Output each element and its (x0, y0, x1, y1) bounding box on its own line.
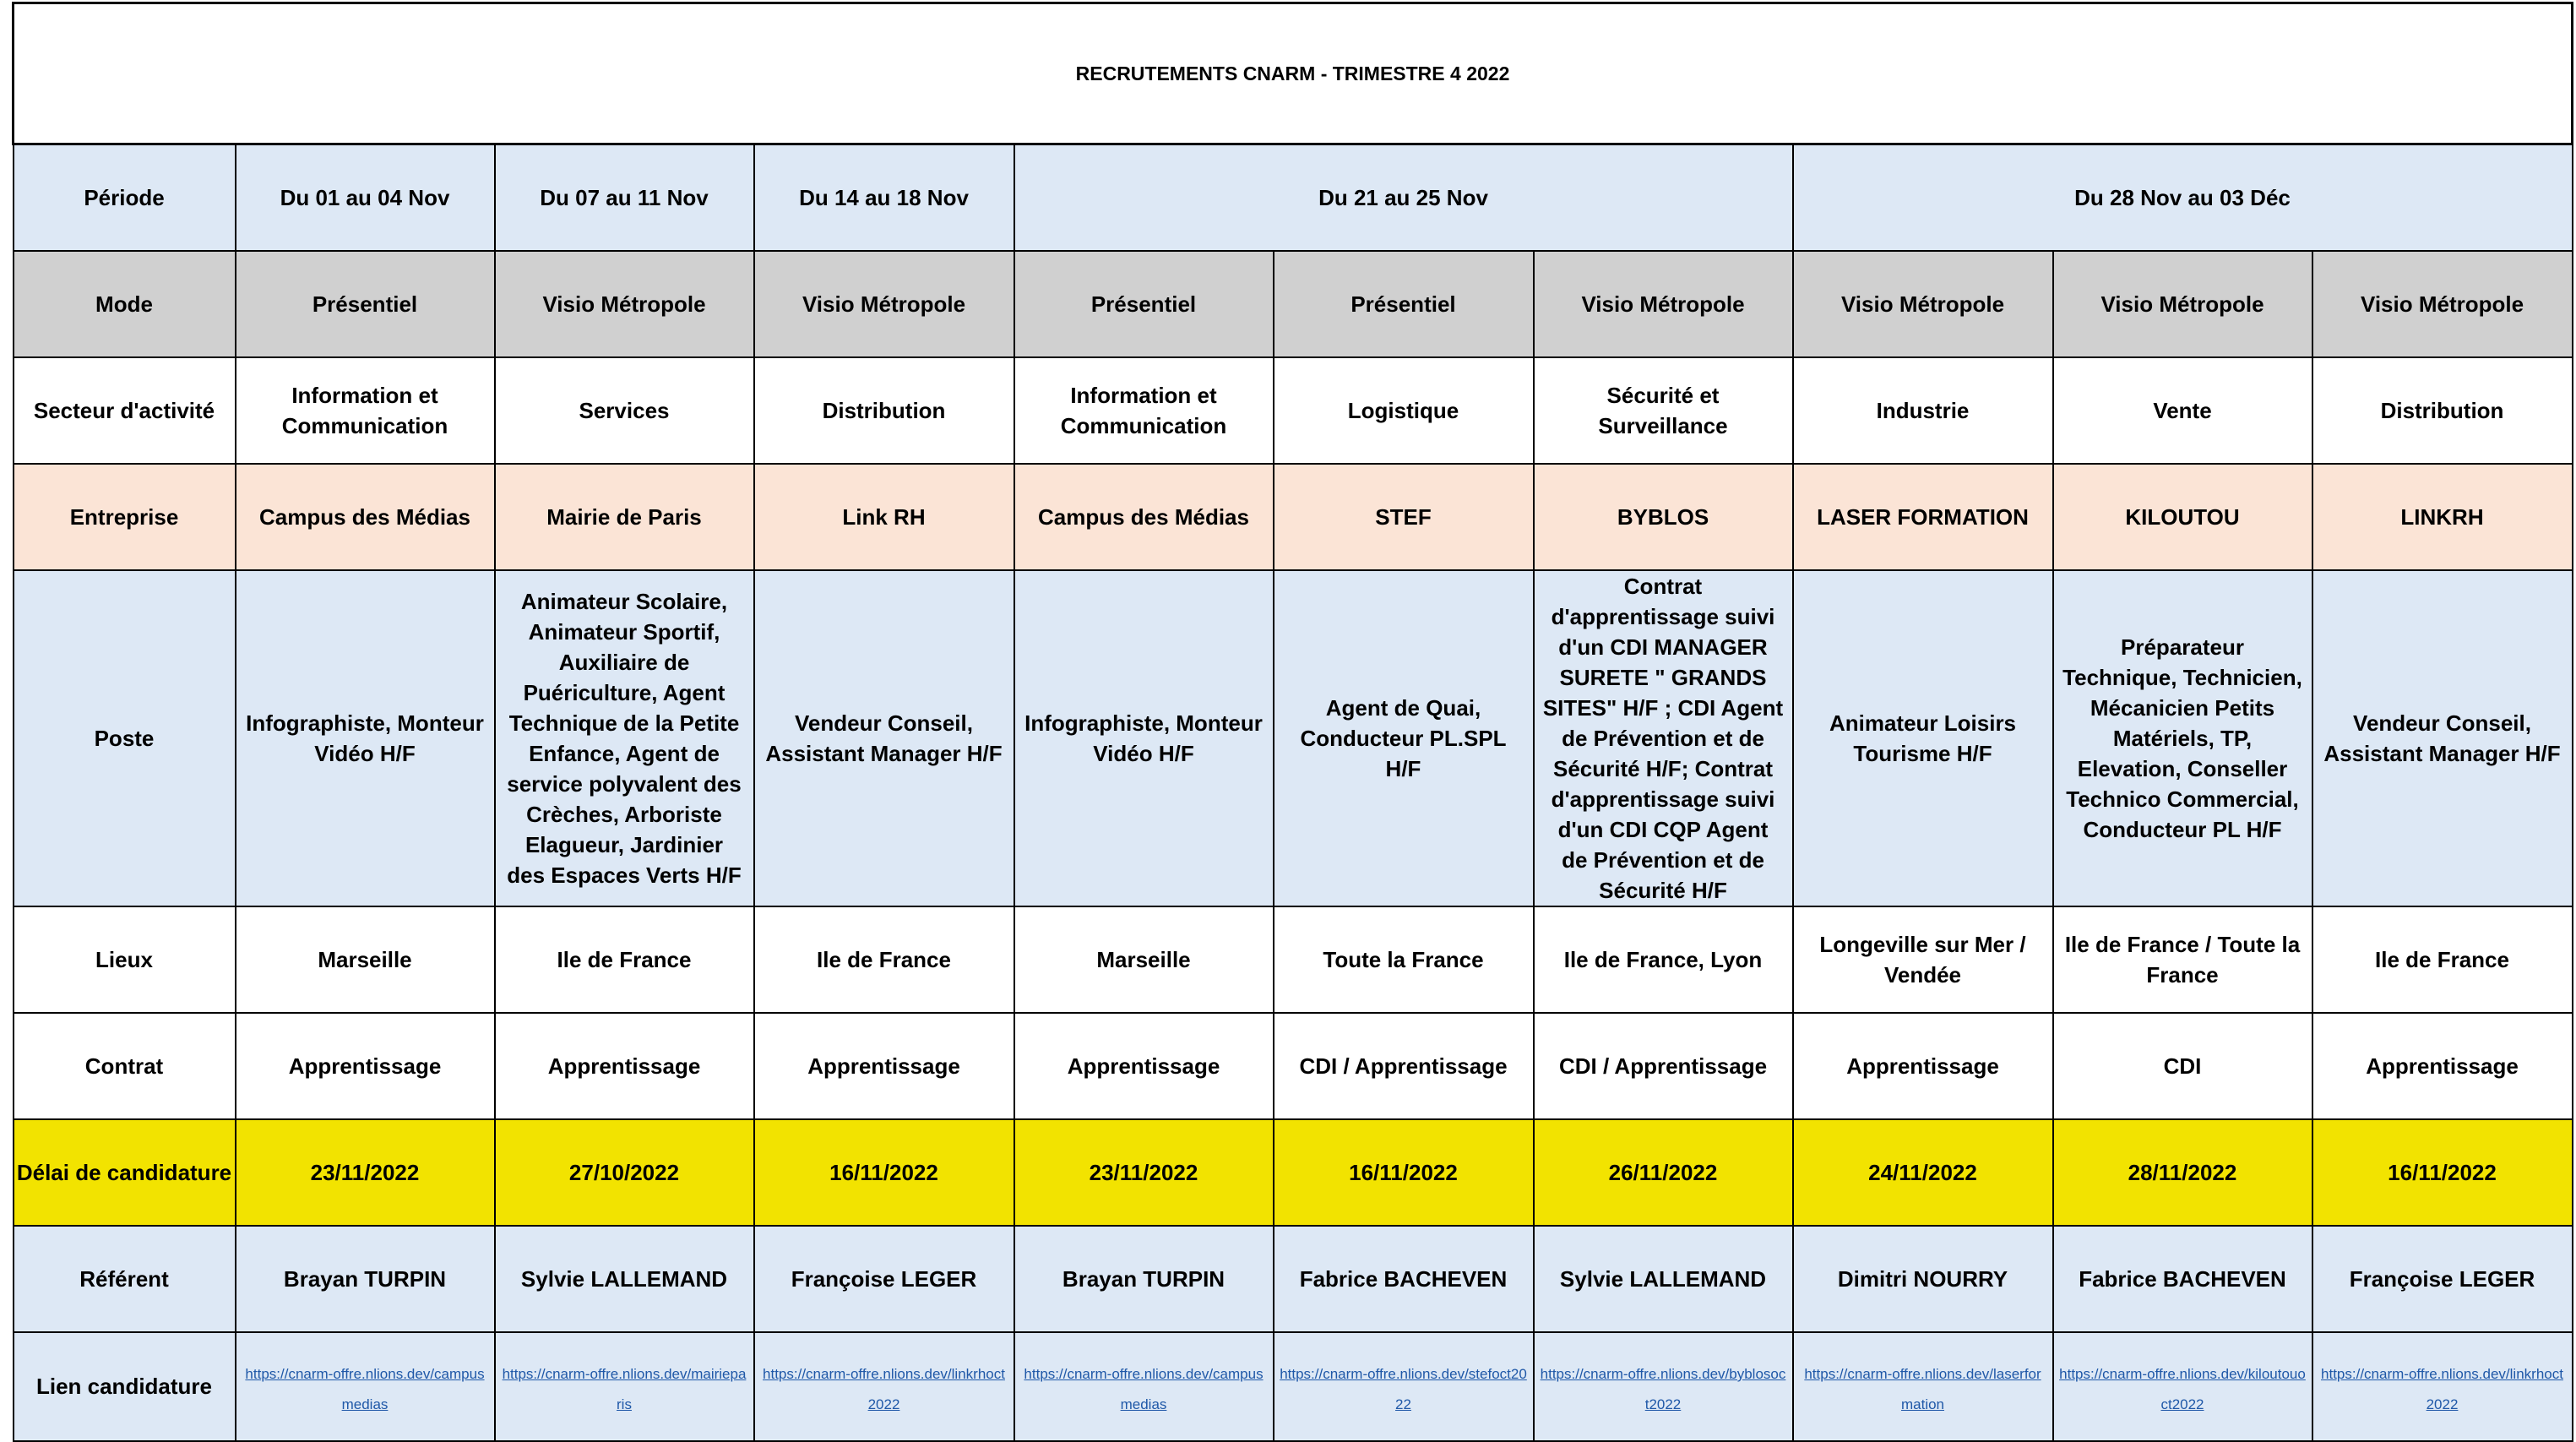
contrat-cell: Apprentissage (236, 1013, 495, 1119)
entreprise-cell: Link RH (754, 464, 1014, 570)
secteur-cell: Logistique (1274, 357, 1534, 464)
referent-cell: Sylvie LALLEMAND (1534, 1226, 1793, 1332)
application-link[interactable]: https://cnarm-offre.nlions.dev/linkrhoct2022 (2321, 1366, 2563, 1412)
application-link[interactable]: https://cnarm-offre.nlions.dev/stefoct2022 (1280, 1366, 1527, 1412)
period-cell: Du 07 au 11 Nov (495, 144, 754, 251)
delai-cell: 26/11/2022 (1534, 1119, 1793, 1226)
referent-cell: Fabrice BACHEVEN (2053, 1226, 2312, 1332)
application-link[interactable]: https://cnarm-offre.nlions.dev/campusmedias (245, 1366, 485, 1412)
label-mode: Mode (14, 251, 236, 357)
secteur-cell: Distribution (754, 357, 1014, 464)
mode-cell: Visio Métropole (495, 251, 754, 357)
label-lien: Lien candidature (14, 1332, 236, 1441)
application-link[interactable]: https://cnarm-offre.nlions.dev/linkrhoct2022 (763, 1366, 1005, 1412)
recruitment-table (12, 2, 2573, 1442)
lieux-cell: Marseille (1014, 906, 1274, 1013)
entreprise-cell: LASER FORMATION (1793, 464, 2053, 570)
row-referent (14, 1226, 2573, 1332)
lien-cell (2053, 1332, 2312, 1441)
entreprise-cell: BYBLOS (1534, 464, 1793, 570)
lien-cell (495, 1332, 754, 1441)
mode-cell: Visio Métropole (2053, 251, 2312, 357)
label-secteur: Secteur d'activité (14, 357, 236, 464)
application-link[interactable]: https://cnarm-offre.nlions.dev/byblosoct2022 (1540, 1366, 1786, 1412)
secteur-cell: Industrie (1793, 357, 2053, 464)
lieux-cell: Marseille (236, 906, 495, 1013)
delai-cell: 23/11/2022 (1014, 1119, 1274, 1226)
poste-cell: Vendeur Conseil, Assistant Manager H/F (2312, 570, 2573, 906)
secteur-cell: Vente (2053, 357, 2312, 464)
label-delai: Délai de candidature (14, 1119, 236, 1226)
poste-cell: Préparateur Technique, Technicien, Mécanicien Petits Matériels, TP, Elevation, Conseller Technico Commercial, Conducteur PL H/F (2053, 570, 2312, 906)
row-lien (14, 1332, 2573, 1441)
lieux-cell: Toute la France (1274, 906, 1534, 1013)
mode-cell: Présentiel (236, 251, 495, 357)
entreprise-cell: LINKRH (2312, 464, 2573, 570)
contrat-cell: Apprentissage (495, 1013, 754, 1119)
lieux-cell: Ile de France (495, 906, 754, 1013)
delai-cell: 16/11/2022 (2312, 1119, 2573, 1226)
period-cell: Du 14 au 18 Nov (754, 144, 1014, 251)
lien-cell (1534, 1332, 1793, 1441)
lien-cell (754, 1332, 1014, 1441)
application-link[interactable]: https://cnarm-offre.nlions.dev/laserformation (1804, 1366, 2041, 1412)
row-secteur (14, 357, 2573, 464)
period-cell: Du 28 Nov au 03 Déc (1793, 144, 2573, 251)
mode-cell: Présentiel (1014, 251, 1274, 357)
lieux-cell: Ile de France, Lyon (1534, 906, 1793, 1013)
poste-cell: Infographiste, Monteur Vidéo H/F (1014, 570, 1274, 906)
period-cell: Du 01 au 04 Nov (236, 144, 495, 251)
secteur-cell: Distribution (2312, 357, 2573, 464)
entreprise-cell: Mairie de Paris (495, 464, 754, 570)
entreprise-cell: KILOUTOU (2053, 464, 2312, 570)
mode-cell: Visio Métropole (1534, 251, 1793, 357)
referent-cell: Fabrice BACHEVEN (1274, 1226, 1534, 1332)
contrat-cell: CDI / Apprentissage (1274, 1013, 1534, 1119)
secteur-cell: Services (495, 357, 754, 464)
poste-cell: Agent de Quai, Conducteur PL.SPL H/F (1274, 570, 1534, 906)
contrat-cell: Apprentissage (1793, 1013, 2053, 1119)
mode-cell: Visio Métropole (754, 251, 1014, 357)
row-delai (14, 1119, 2573, 1226)
label-lieux: Lieux (14, 906, 236, 1013)
lien-cell (2312, 1332, 2573, 1441)
label-periode: Période (14, 144, 236, 251)
label-entreprise: Entreprise (14, 464, 236, 570)
application-link[interactable]: https://cnarm-offre.nlions.dev/mairieparis (502, 1366, 747, 1412)
mode-cell: Présentiel (1274, 251, 1534, 357)
mode-cell: Visio Métropole (2312, 251, 2573, 357)
row-periode (14, 144, 2573, 251)
poste-cell: Vendeur Conseil, Assistant Manager H/F (754, 570, 1014, 906)
delai-cell: 27/10/2022 (495, 1119, 754, 1226)
poste-cell: Contrat d'apprentissage suivi d'un CDI MANAGER SURETE " GRANDS SITES" H/F ; CDI Agent de Prévention et de Sécurité H/F; Contrat d'apprentissage suivi d'un CDI CQP Agent de Prévention et de Sécurité H/F (1534, 570, 1793, 906)
referent-cell: Brayan TURPIN (236, 1226, 495, 1332)
row-poste (14, 570, 2573, 906)
label-contrat: Contrat (14, 1013, 236, 1119)
poste-cell: Infographiste, Monteur Vidéo H/F (236, 570, 495, 906)
delai-cell: 28/11/2022 (2053, 1119, 2312, 1226)
period-cell: Du 21 au 25 Nov (1014, 144, 1793, 251)
contrat-cell: CDI (2053, 1013, 2312, 1119)
row-entreprise (14, 464, 2573, 570)
lien-cell (236, 1332, 495, 1441)
lieux-cell: Ile de France (754, 906, 1014, 1013)
referent-cell: Brayan TURPIN (1014, 1226, 1274, 1332)
delai-cell: 24/11/2022 (1793, 1119, 2053, 1226)
secteur-cell: Information et Communication (236, 357, 495, 464)
lien-cell (1014, 1332, 1274, 1441)
entreprise-cell: Campus des Médias (236, 464, 495, 570)
contrat-cell: CDI / Apprentissage (1534, 1013, 1793, 1119)
referent-cell: Françoise LEGER (2312, 1226, 2573, 1332)
entreprise-cell: STEF (1274, 464, 1534, 570)
label-referent: Référent (14, 1226, 236, 1332)
contrat-cell: Apprentissage (1014, 1013, 1274, 1119)
lieux-cell: Longeville sur Mer / Vendée (1793, 906, 2053, 1013)
label-poste: Poste (14, 570, 236, 906)
contrat-cell: Apprentissage (754, 1013, 1014, 1119)
lieux-cell: Ile de France (2312, 906, 2573, 1013)
row-lieux (14, 906, 2573, 1013)
delai-cell: 16/11/2022 (1274, 1119, 1534, 1226)
entreprise-cell: Campus des Médias (1014, 464, 1274, 570)
delai-cell: 23/11/2022 (236, 1119, 495, 1226)
lien-cell (1793, 1332, 2053, 1441)
contrat-cell: Apprentissage (2312, 1013, 2573, 1119)
mode-cell: Visio Métropole (1793, 251, 2053, 357)
lieux-cell: Ile de France / Toute la France (2053, 906, 2312, 1013)
referent-cell: Sylvie LALLEMAND (495, 1226, 754, 1332)
lien-cell (1274, 1332, 1534, 1441)
application-link[interactable]: https://cnarm-offre.nlions.dev/campusmedias (1024, 1366, 1264, 1412)
referent-cell: Dimitri NOURRY (1793, 1226, 2053, 1332)
table-title: RECRUTEMENTS CNARM - TRIMESTRE 4 2022 (14, 3, 2573, 144)
secteur-cell: Sécurité et Surveillance (1534, 357, 1793, 464)
referent-cell: Françoise LEGER (754, 1226, 1014, 1332)
row-contrat (14, 1013, 2573, 1119)
poste-cell: Animateur Scolaire, Animateur Sportif, Auxiliaire de Puériculture, Agent Technique de la Petite Enfance, Agent de service polyvalent des Crèches, Arboriste Elagueur, Jardinier des Espaces Verts H/F (495, 570, 754, 906)
application-link[interactable]: https://cnarm-offre.nlions.dev/kiloutouoct2022 (2059, 1366, 2306, 1412)
delai-cell: 16/11/2022 (754, 1119, 1014, 1226)
row-mode (14, 251, 2573, 357)
secteur-cell: Information et Communication (1014, 357, 1274, 464)
poste-cell: Animateur Loisirs Tourisme H/F (1793, 570, 2053, 906)
